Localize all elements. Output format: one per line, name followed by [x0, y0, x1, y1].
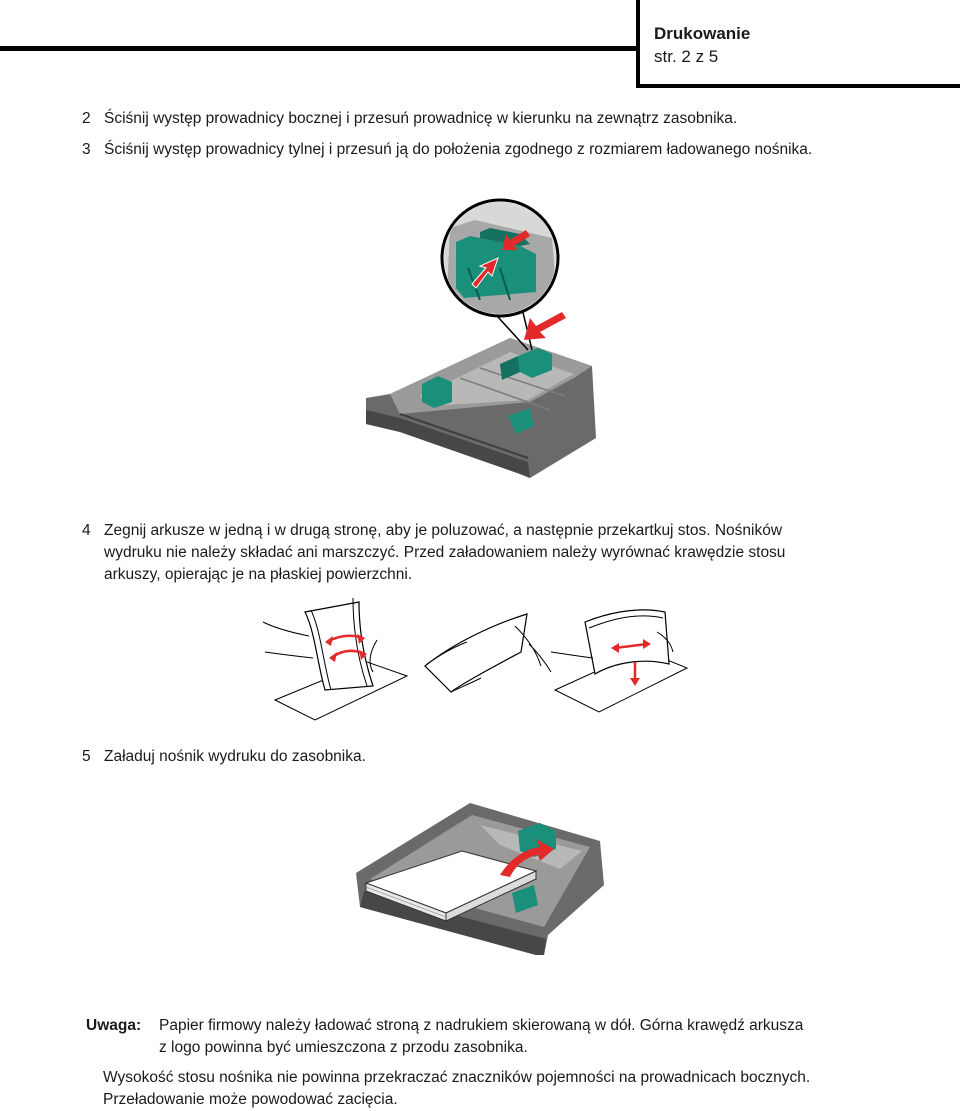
page-number: str. 2 z 5: [654, 47, 719, 66]
step-text-line-1: Zegnij arkusze w jedną i w drugą stronę, aby je poluzować, a następnie przekartkuj stos. Nośników: [104, 522, 783, 539]
tray-guide-illustration: [360, 188, 620, 488]
step-text: Ściśnij występ prowadnicy bocznej i przesuń prowadnicę w kierunku na zewnątrz zasobnika.: [104, 110, 738, 127]
step-number: 4: [82, 522, 91, 539]
step-text: Załaduj nośnik wydruku do zasobnika.: [104, 748, 366, 765]
step-text: Ściśnij występ prowadnicy tylnej i przesuń ją do położenia zgodnego z rozmiarem ładowanego nośnika.: [104, 141, 813, 158]
step-text-line-2: wydruku nie należy składać ani marszczyć. Przed załadowaniem należy wyrównać krawędzie stosu: [104, 544, 786, 561]
step-number: 5: [82, 748, 91, 765]
step-number: 3: [82, 141, 91, 158]
paper-flex-illustration: [255, 592, 695, 732]
step-4: [82, 520, 942, 586]
warning-line-1: Wysokość stosu nośnika nie powinna przekraczać znaczników pojemności na prowadnicach bocznych.: [103, 1069, 811, 1086]
header-box: [636, 0, 960, 88]
tray-load-illustration: [350, 795, 610, 970]
capacity-warning: [103, 1067, 903, 1111]
warning-line-2: Przeładowanie może powodować zacięcia.: [103, 1091, 398, 1108]
note-text-line-2: z logo powinna być umieszczona z przodu zasobnika.: [159, 1039, 528, 1056]
note-block: [86, 1015, 886, 1059]
step-text-line-3: arkuszy, opierając je na płaskiej powierzchni.: [104, 566, 413, 583]
note-label: Uwaga:: [86, 1017, 142, 1034]
step-3: [82, 139, 942, 161]
step-5: [82, 746, 942, 768]
header-rule: [0, 46, 636, 51]
step-number: 2: [82, 110, 91, 127]
step-2: [82, 108, 942, 130]
section-title: Drukowanie: [654, 24, 751, 43]
note-text-line-1: Papier firmowy należy ładować stroną z nadrukiem skierowaną w dół. Górna krawędź arkusza: [159, 1017, 804, 1034]
